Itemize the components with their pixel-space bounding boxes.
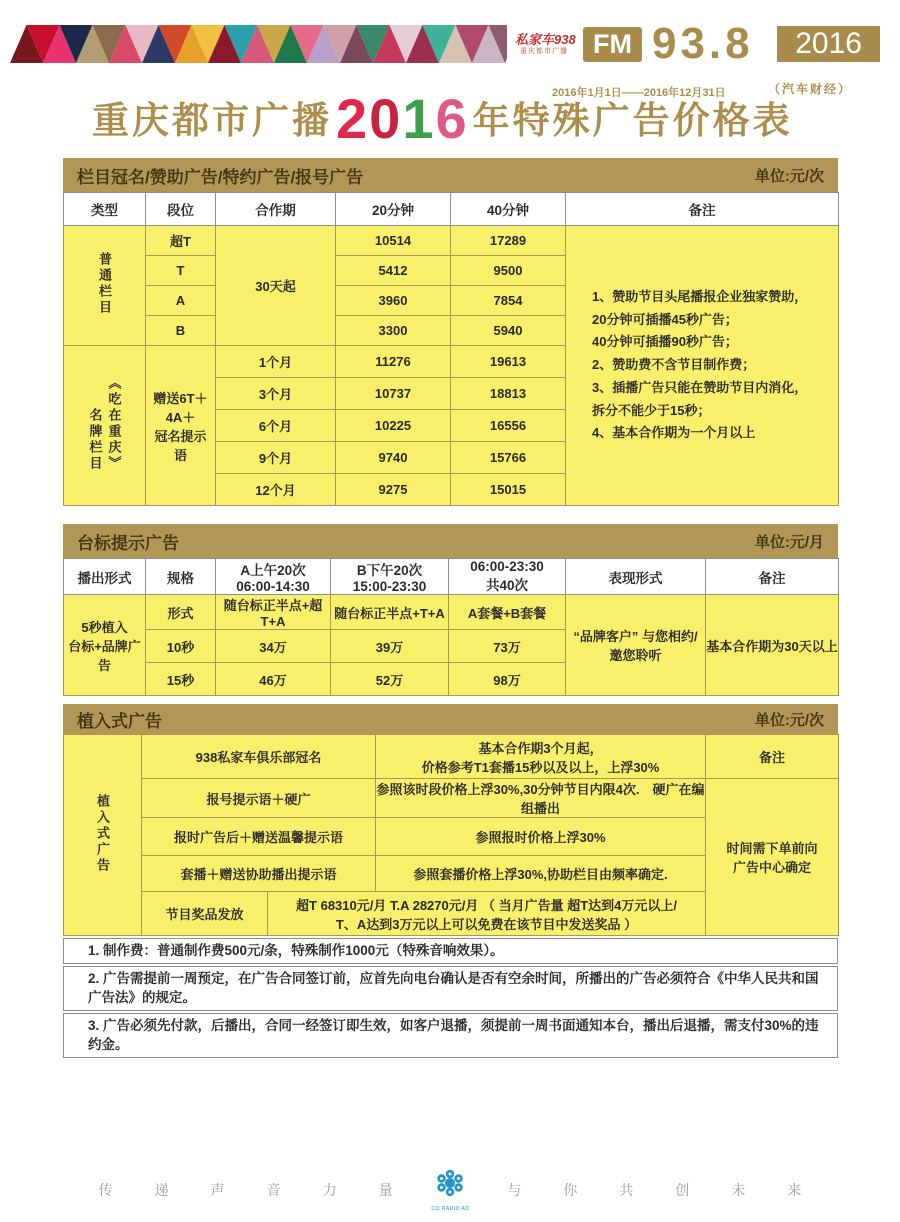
section2-table (63, 558, 839, 696)
col-coop: 合作期 (216, 193, 336, 226)
col-type: 类型 (64, 193, 146, 226)
footer-slogan: 传 递 声 音 力 量 CQ RADIO AD 与 你 共 创 未 来 (0, 1168, 900, 1212)
col-morning: A上午20次 06:00-14:30 (216, 559, 331, 595)
section1-unit: 单位:元/次 (754, 167, 824, 185)
group1-cooperation: 30天起 (216, 226, 336, 346)
col-expression: 表现形式 (566, 559, 706, 595)
section3-title: 植入式广告 (77, 711, 162, 731)
row2-desc: 参照该时段价格上浮30%,30分钟节目内限4次. 硬广在编组播出 (376, 779, 706, 818)
row5-desc: 超T 68310元/月 T.A 28270元/月 （ 当月广告量 超T达到4万元以上/ T、A达到3万元以上可以免费在该节目中发送奖品 ） (268, 892, 706, 936)
group2-bonus: 赠送6T＋4A＋ 冠名提示语 (146, 346, 216, 506)
table-row: 15秒 46万 52万 98万 (64, 663, 839, 696)
row1-name: 938私家车俱乐部冠名 (142, 735, 376, 779)
col-spec: 规格 (146, 559, 216, 595)
price-20: 10514 (336, 226, 451, 256)
logo-caption: CQ RADIO AD (430, 1206, 470, 1212)
station-logo-sub: 重庆都市广播 (520, 48, 568, 55)
col-fullday: 06:00-23:30 共40次 (449, 559, 566, 595)
title-year: 2016 (336, 86, 469, 150)
year-badge: 2016 (777, 26, 880, 62)
table-row: 12个月 9275 15015 (64, 474, 839, 506)
table-row (64, 226, 839, 256)
remark2-cell: 基本合作期为30天以上 (706, 595, 839, 696)
section2-header-row (64, 559, 839, 595)
fm-badge: FM (583, 27, 642, 62)
section1-header-bar (63, 158, 838, 192)
col-tier: 段位 (146, 193, 216, 226)
col-remark2: 备注 (706, 559, 839, 595)
top-banner (0, 19, 900, 68)
row4-desc: 参照套播价格上浮30%,协助栏目由频率确定. (376, 856, 706, 892)
term-cell: 1个月 (216, 346, 336, 378)
section3-table (63, 734, 839, 936)
col-afternoon: B下午20次 15:00-23:30 (331, 559, 449, 595)
category-note: （汽车财经） (767, 82, 852, 96)
row1-right: 备注 (706, 735, 839, 779)
section3-merged-right: 时间需下单前向 广告中心确定 (706, 779, 839, 936)
footnote-1: 1. 制作费：普通制作费500元/条，特殊制作1000元（特殊音响效果）。 (63, 938, 838, 964)
footnote-2: 2. 广告需提前一周预定，在广告合同签订前，应首先向电台确认是否有空余时间，所播出的广告必须符合《中华人民共和国广告法》的规定。 (63, 966, 838, 1011)
table-row (64, 735, 839, 779)
section2-header-bar (63, 524, 838, 558)
tier-cell: 超T (146, 226, 216, 256)
row3-name: 报时广告后＋赠送温馨提示语 (142, 818, 376, 856)
section2-title: 台标提示广告 (77, 533, 179, 553)
station-logo (515, 32, 576, 55)
table-row: 名牌栏目 《吃在重庆》 赠送6T＋4A＋ 冠名提示语 1个月 11276 19613 (64, 346, 839, 378)
section1-header-row (64, 193, 839, 226)
row2-name: 报号提示语＋硬广 (142, 779, 376, 818)
group2-type-label: 名牌栏目 《吃在重庆》 (64, 346, 146, 506)
price-40: 17289 (451, 226, 566, 256)
col-40min: 40分钟 (451, 193, 566, 226)
table-row: 5秒植入 台标+品牌广告 形式 随台标正半点+超T+A 随台标正半点+T+A A套餐+B套餐 “品牌客户” 与您相约/ 邀您聆听 基本合作期为30天以上 (64, 595, 839, 630)
footnote-3: 3. 广告必须先付款，后播出，合同一经签订即生效，如客户退播，须提前一周书面通知本台，播出后退播，需支付30%的违约金。 (63, 1013, 838, 1058)
table-row: 9个月 9740 15766 (64, 442, 839, 474)
station-logo-name: 私家车938 (515, 32, 576, 47)
broadcast-form-cell: 5秒植入 台标+品牌广告 (64, 595, 146, 696)
flower-logo-icon (432, 1168, 468, 1200)
expression-cell: “品牌客户” 与您相约/ 邀您聆听 (566, 595, 706, 696)
section1-table (63, 192, 839, 506)
group1-type-label: 普通栏目 (97, 252, 112, 316)
title-suffix: 年特殊广告价格表 (472, 100, 793, 141)
content-area (63, 158, 838, 1058)
table-row: 10秒 34万 39万 73万 (64, 630, 839, 663)
section2-unit: 单位:元/月 (754, 533, 824, 551)
table-row: T 5412 9500 (64, 256, 839, 286)
table-row: 3个月 10737 18813 (64, 378, 839, 410)
cq-radio-ad-logo (428, 1168, 473, 1212)
col-remark: 备注 (566, 193, 839, 226)
date-range: 2016年1月1日——2016年12月31日 (552, 87, 726, 99)
section1-title: 栏目冠名/赞助广告/特约广告/报号广告 (77, 167, 364, 187)
row3-desc: 参照报时价格上浮30% (376, 818, 706, 856)
row4-name: 套播＋赠送协助播出提示语 (142, 856, 376, 892)
row1-desc: 基本合作期3个月起， 价格参考T1套播15秒以及以上，上浮30% (376, 735, 706, 779)
section3-side-label: 植入式广告 (95, 793, 110, 874)
col-20min: 20分钟 (336, 193, 451, 226)
triangle-banner-graphic (10, 25, 507, 63)
row5-name: 节目奖品发放 (142, 892, 268, 936)
table-row: B 3300 5940 (64, 316, 839, 346)
page-title (92, 82, 852, 150)
table-row: 6个月 10225 16556 (64, 410, 839, 442)
table-row (64, 779, 839, 818)
section1-notes-cell: 1、赞助节目头尾播报企业独家赞助， 20分钟可插播45秒广告； 40分钟可插播90秒广告； 2、赞助费不含节目制作费； 3、插播广告只能在赞助节目内消化， 拆分不能少于15秒； 4、基本合作期为一个月以上 (566, 226, 839, 506)
frequency-number: 93.8 (651, 19, 754, 68)
table-row: A 3960 7854 (64, 286, 839, 316)
section3-unit: 单位:元/次 (754, 711, 824, 729)
title-prefix: 重庆都市广播 (92, 100, 332, 141)
col-broadcast-form: 播出形式 (64, 559, 146, 595)
section3-header-bar (63, 704, 838, 734)
